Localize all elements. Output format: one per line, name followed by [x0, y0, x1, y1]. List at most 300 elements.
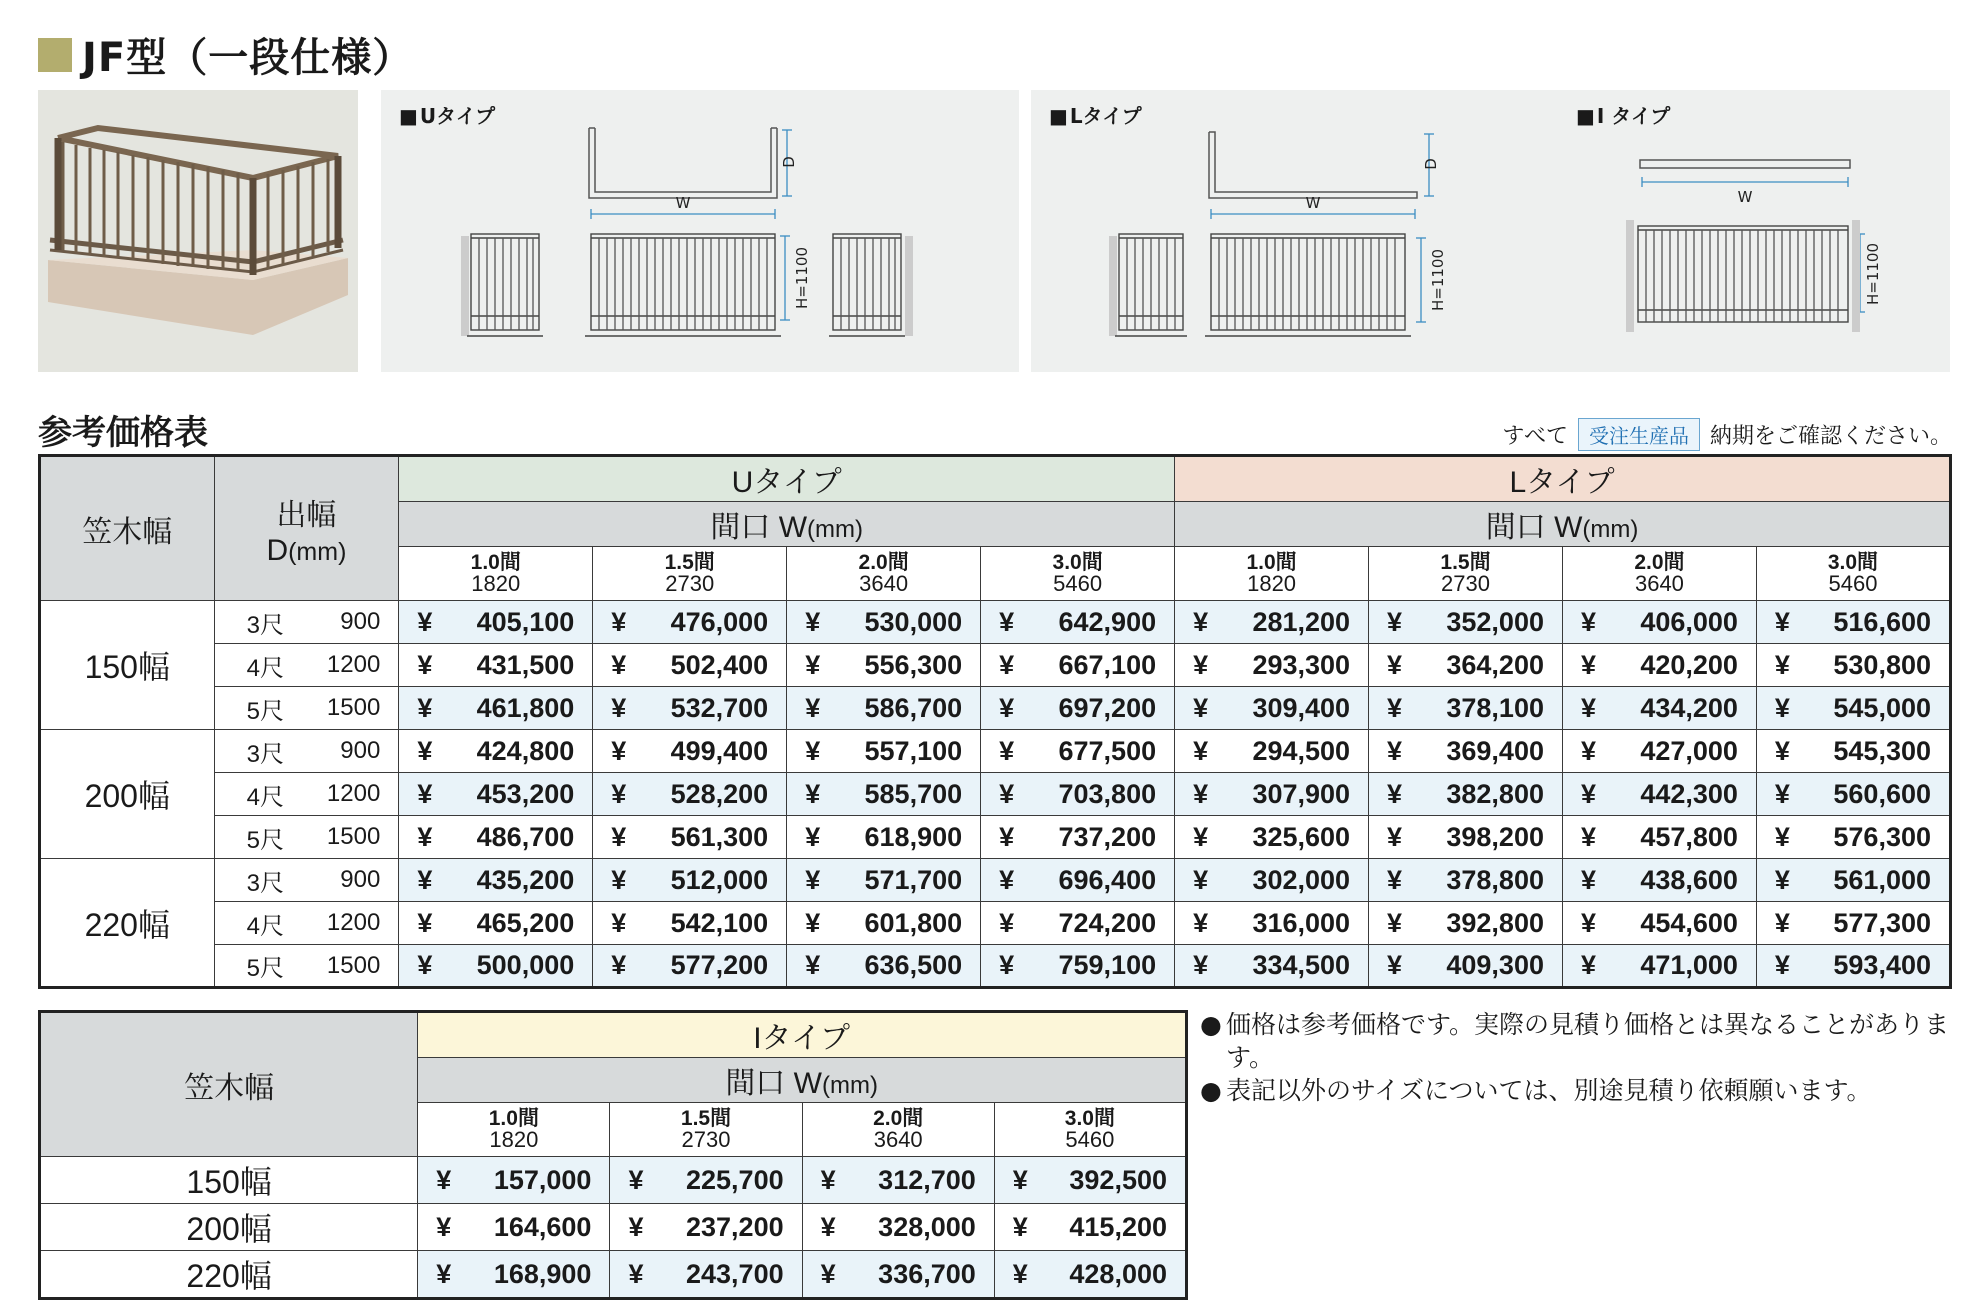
price-amount: 157,000: [493, 1164, 592, 1195]
i-type-header: Iタイプ: [418, 1012, 1187, 1058]
price-cell: [981, 644, 1175, 687]
yen-symbol: ¥: [1387, 735, 1403, 766]
price-amount: 428,000: [1069, 1258, 1167, 1289]
yen-symbol: ¥: [436, 1164, 452, 1195]
yen-symbol: ¥: [820, 1258, 836, 1289]
yen-symbol: ¥: [628, 1211, 644, 1242]
depth-cell: 1500: [316, 687, 399, 730]
price-amount: 561,300: [670, 821, 769, 852]
depth-cell: 1200: [316, 773, 399, 816]
yen-symbol: ¥: [1387, 649, 1403, 680]
yen-symbol: ¥: [417, 907, 433, 938]
price-amount: 164,600: [493, 1211, 592, 1242]
price-cell: [1175, 601, 1369, 644]
price-cell: [399, 816, 593, 859]
price-amount: 697,200: [1058, 692, 1157, 723]
u-type-label: ■ Uタイプ: [399, 100, 495, 129]
price-table-title: 参考価格表: [38, 413, 208, 453]
price-amount: 392,800: [1446, 907, 1544, 938]
yen-symbol: ¥: [611, 606, 627, 637]
price-amount: 405,100: [476, 606, 575, 637]
price-cell: [399, 859, 593, 902]
price-amount: 502,400: [670, 649, 769, 680]
note-prefix: すべて: [1502, 424, 1568, 449]
dehaba-unit: (mm): [288, 537, 347, 566]
price-cell: [593, 601, 787, 644]
price-cell: [1562, 816, 1756, 859]
price-cell: [399, 902, 593, 945]
table-row: [40, 644, 1951, 687]
yen-symbol: ¥: [611, 864, 627, 895]
yen-symbol: ¥: [1774, 649, 1790, 680]
yen-symbol: ¥: [611, 778, 627, 809]
price-cell: [1756, 902, 1950, 945]
shaku-cell: 5尺: [214, 816, 316, 859]
made-to-order-note: [1502, 418, 1952, 451]
price-amount: 571,700: [864, 864, 963, 895]
shaku-cell: 3尺: [214, 859, 316, 902]
kasagi-cell: 200幅: [40, 1204, 418, 1251]
table-row: [40, 859, 1951, 902]
price-amount: 759,100: [1058, 950, 1157, 980]
width-header-cell: [787, 547, 981, 601]
price-cell: [1756, 644, 1950, 687]
price-amount: 724,200: [1058, 907, 1157, 938]
shaku-cell: 5尺: [214, 945, 316, 988]
price-amount: 532,700: [670, 692, 769, 723]
yen-symbol: ¥: [417, 950, 433, 980]
price-cell: [1175, 859, 1369, 902]
page-title: JF型（一段仕様）: [82, 35, 414, 81]
l-type-diagram: [1031, 90, 1568, 372]
price-cell: [418, 1204, 610, 1251]
yen-symbol: ¥: [1193, 606, 1209, 637]
price-cell: [593, 816, 787, 859]
price-cell: [1369, 859, 1563, 902]
yen-symbol: ¥: [1774, 735, 1790, 766]
yen-symbol: ¥: [417, 692, 433, 723]
title-marker: [38, 38, 72, 72]
yen-symbol: ¥: [1193, 864, 1209, 895]
price-amount: 316,000: [1252, 907, 1351, 938]
price-amount: 593,400: [1833, 950, 1931, 980]
width-ken: 3.0間: [1064, 1107, 1115, 1130]
price-amount: 237,200: [686, 1211, 784, 1242]
price-cell: [787, 816, 981, 859]
table-row: [40, 773, 1951, 816]
price-amount: 294,500: [1252, 735, 1351, 766]
price-cell: [1175, 945, 1369, 988]
page-heading: [38, 26, 413, 83]
width-ken: 1.0間: [488, 1107, 539, 1130]
yen-symbol: ¥: [1580, 950, 1597, 980]
width-header-cell: [610, 1103, 802, 1157]
shaku-cell: 5尺: [214, 687, 316, 730]
price-amount: 364,200: [1446, 649, 1544, 680]
i-maguchi-unit: (mm): [821, 1072, 878, 1099]
price-amount: 618,900: [864, 821, 963, 852]
yen-symbol: ¥: [417, 821, 433, 852]
price-amount: 500,000: [476, 950, 575, 980]
yen-symbol: ¥: [1580, 821, 1597, 852]
width-header-cell: [399, 547, 593, 601]
price-amount: 431,500: [476, 649, 575, 680]
l-type-header: Lタイプ: [1175, 456, 1951, 502]
table-row: [40, 945, 1951, 988]
price-amount: 636,500: [864, 950, 963, 980]
kasagi-header: 笠木幅: [40, 456, 215, 601]
price-amount: 545,300: [1833, 735, 1931, 766]
price-cell: [1756, 859, 1950, 902]
price-cell: [593, 730, 787, 773]
price-cell: [787, 730, 981, 773]
price-cell: [1562, 601, 1756, 644]
width-header-cell: [1175, 547, 1369, 601]
depth-cell: 900: [316, 601, 399, 644]
l-width-label: W: [1305, 194, 1321, 212]
price-amount: 325,600: [1252, 821, 1351, 852]
yen-symbol: ¥: [1774, 864, 1790, 895]
price-cell: [802, 1157, 994, 1204]
yen-symbol: ¥: [999, 907, 1015, 938]
table-row: [40, 1251, 1187, 1299]
price-cell: [593, 644, 787, 687]
yen-symbol: ¥: [1580, 907, 1597, 938]
width-mm: 3640: [873, 1127, 923, 1152]
width-ken: 2.0間: [858, 551, 909, 574]
yen-symbol: ¥: [1580, 778, 1597, 809]
price-amount: 557,100: [864, 735, 963, 766]
yen-symbol: ¥: [805, 649, 821, 680]
price-amount: 293,300: [1252, 649, 1351, 680]
yen-symbol: ¥: [611, 950, 627, 980]
yen-symbol: ¥: [1387, 864, 1403, 895]
price-cell: [1369, 902, 1563, 945]
u-type-header: Uタイプ: [399, 456, 1175, 502]
price-cell: [981, 773, 1175, 816]
price-cell: [787, 687, 981, 730]
price-amount: 435,200: [476, 864, 575, 895]
shaku-cell: 3尺: [214, 730, 316, 773]
yen-symbol: ¥: [999, 606, 1015, 637]
price-amount: 281,200: [1252, 606, 1351, 637]
width-mm: 1820: [1247, 571, 1297, 596]
price-cell: [1756, 730, 1950, 773]
yen-symbol: ¥: [1774, 907, 1790, 938]
price-amount: 577,300: [1833, 907, 1931, 938]
width-header-cell: [418, 1103, 610, 1157]
price-amount: 369,400: [1446, 735, 1544, 766]
price-amount: 586,700: [864, 692, 963, 723]
yen-symbol: ¥: [999, 950, 1015, 980]
price-cell: [981, 816, 1175, 859]
table-row: [40, 687, 1951, 730]
price-cell: [593, 687, 787, 730]
price-amount: 545,000: [1833, 692, 1931, 723]
yen-symbol: ¥: [1580, 692, 1597, 723]
yen-symbol: ¥: [820, 1164, 836, 1195]
made-to-order-badge: 受注生産品: [1578, 418, 1700, 451]
i-width-label: W: [1737, 188, 1753, 206]
yen-symbol: ¥: [611, 821, 627, 852]
price-cell: [787, 945, 981, 988]
price-cell: [1369, 644, 1563, 687]
yen-symbol: ¥: [628, 1258, 644, 1289]
i-maguchi-header: [418, 1058, 1187, 1103]
price-amount: 667,100: [1058, 649, 1157, 680]
yen-symbol: ¥: [1774, 950, 1790, 980]
yen-symbol: ¥: [1193, 692, 1209, 723]
price-amount: 737,200: [1058, 821, 1157, 852]
price-cell: [399, 773, 593, 816]
price-amount: 530,000: [864, 606, 963, 637]
yen-symbol: ¥: [1580, 864, 1597, 895]
width-ken: 3.0間: [1052, 551, 1103, 574]
price-amount: 703,800: [1058, 778, 1157, 809]
yen-symbol: ¥: [820, 1211, 836, 1242]
price-cell: [981, 859, 1175, 902]
u-depth-label: D: [780, 156, 798, 168]
width-mm: 2730: [681, 1127, 731, 1152]
price-cell: [802, 1204, 994, 1251]
price-cell: [610, 1157, 802, 1204]
width-ken: 1.5間: [664, 551, 715, 574]
width-ken: 2.0間: [873, 1107, 924, 1130]
yen-symbol: ¥: [999, 735, 1015, 766]
price-cell: [399, 601, 593, 644]
price-amount: 528,200: [670, 778, 769, 809]
width-mm: 2730: [1441, 571, 1490, 596]
i-type-label: ■ I タイプ: [1576, 100, 1670, 129]
price-amount: 225,700: [686, 1164, 784, 1195]
price-amount: 302,000: [1252, 864, 1351, 895]
price-amount: 530,800: [1833, 649, 1931, 680]
price-cell: [1175, 773, 1369, 816]
price-amount: 392,500: [1069, 1164, 1167, 1195]
price-amount: 382,800: [1446, 778, 1544, 809]
price-cell: [1756, 945, 1950, 988]
i-maguchi-label: 間口 W: [725, 1067, 822, 1100]
shaku-cell: 3尺: [214, 601, 316, 644]
depth-cell: 1200: [316, 902, 399, 945]
ul-price-table: [38, 454, 1952, 989]
yen-symbol: ¥: [805, 864, 821, 895]
yen-symbol: ¥: [417, 864, 433, 895]
width-ken: 1.0間: [470, 551, 521, 574]
yen-symbol: ¥: [1193, 907, 1209, 938]
width-mm: 5460: [1828, 571, 1878, 596]
yen-symbol: ¥: [1193, 821, 1209, 852]
price-amount: 328,000: [878, 1211, 976, 1242]
notes: [1200, 1008, 1960, 1107]
price-cell: [1175, 730, 1369, 773]
price-amount: 336,700: [878, 1258, 976, 1289]
table-row: [40, 1157, 1187, 1204]
yen-symbol: ¥: [417, 735, 433, 766]
price-amount: 352,000: [1446, 606, 1544, 637]
price-cell: [1369, 687, 1563, 730]
price-amount: 516,600: [1833, 606, 1931, 637]
price-amount: 561,000: [1833, 864, 1931, 895]
shaku-cell: 4尺: [214, 773, 316, 816]
width-mm: 3640: [859, 571, 909, 596]
yen-symbol: ¥: [1193, 649, 1209, 680]
width-mm: 1820: [471, 571, 521, 596]
price-amount: 243,700: [686, 1258, 784, 1289]
dehaba-label: 出幅: [276, 498, 337, 532]
u-type-diagram: [381, 90, 1019, 372]
price-cell: [787, 601, 981, 644]
i-kasagi-header: 笠木幅: [40, 1012, 418, 1157]
price-amount: 461,800: [476, 692, 575, 723]
kasagi-cell: 220幅: [40, 1251, 418, 1299]
yen-symbol: ¥: [805, 606, 821, 637]
price-cell: [1756, 687, 1950, 730]
price-cell: [1562, 902, 1756, 945]
price-cell: [1175, 687, 1369, 730]
price-cell: [802, 1251, 994, 1299]
kasagi-group-cell: 200幅: [40, 730, 215, 859]
width-mm: 3640: [1634, 571, 1684, 596]
yen-symbol: ¥: [611, 907, 627, 938]
price-amount: 168,900: [493, 1258, 592, 1289]
width-header-cell: [593, 547, 787, 601]
price-cell: [1369, 945, 1563, 988]
yen-symbol: ¥: [611, 735, 627, 766]
kasagi-cell: 150幅: [40, 1157, 418, 1204]
price-amount: 542,100: [670, 907, 769, 938]
price-amount: 378,100: [1446, 692, 1544, 723]
price-cell: [981, 730, 1175, 773]
price-amount: 601,800: [864, 907, 963, 938]
yen-symbol: ¥: [1387, 821, 1403, 852]
yen-symbol: ¥: [1387, 907, 1403, 938]
price-cell: [1756, 816, 1950, 859]
price-amount: 406,000: [1640, 606, 1738, 637]
yen-symbol: ¥: [805, 778, 821, 809]
yen-symbol: ¥: [999, 649, 1015, 680]
price-amount: 438,600: [1640, 864, 1738, 895]
shaku-cell: 4尺: [214, 902, 316, 945]
l-type-drawing: [1031, 90, 1568, 372]
kasagi-group-cell: 150幅: [40, 601, 215, 730]
price-cell: [399, 730, 593, 773]
price-amount: 307,900: [1252, 778, 1351, 809]
price-amount: 427,000: [1640, 735, 1738, 766]
price-amount: 577,200: [670, 950, 769, 980]
price-cell: [610, 1204, 802, 1251]
price-cell: [1369, 816, 1563, 859]
price-cell: [994, 1157, 1186, 1204]
kasagi-group-cell: 220幅: [40, 859, 215, 988]
yen-symbol: ¥: [999, 778, 1015, 809]
dehaba-d: D: [266, 533, 289, 567]
depth-cell: 1500: [316, 816, 399, 859]
price-amount: 309,400: [1252, 692, 1351, 723]
yen-symbol: ¥: [1387, 778, 1403, 809]
u-height-label: H=1100: [793, 246, 811, 310]
price-cell: [1175, 816, 1369, 859]
u-width-label: W: [675, 194, 691, 212]
price-cell: [399, 687, 593, 730]
price-amount: 457,800: [1640, 821, 1738, 852]
price-cell: [1562, 730, 1756, 773]
table-row: [40, 902, 1951, 945]
price-amount: 556,300: [864, 649, 963, 680]
price-amount: 378,800: [1446, 864, 1544, 895]
note-item: ● 価格は参考価格です。実際の見積り価格とは異なることがあります。: [1200, 1008, 1960, 1074]
yen-symbol: ¥: [999, 821, 1015, 852]
width-header-cell: [994, 1103, 1186, 1157]
yen-symbol: ¥: [1580, 606, 1597, 637]
yen-symbol: ¥: [628, 1164, 644, 1195]
price-cell: [593, 945, 787, 988]
depth-cell: 1200: [316, 644, 399, 687]
yen-symbol: ¥: [1012, 1211, 1028, 1242]
price-amount: 696,400: [1058, 864, 1157, 895]
u-maguchi-header: [399, 502, 1175, 547]
price-cell: [1369, 730, 1563, 773]
width-ken: 1.0間: [1246, 551, 1297, 574]
l-maguchi-unit: (mm): [1582, 516, 1639, 543]
price-cell: [399, 945, 593, 988]
width-ken: 3.0間: [1827, 551, 1879, 574]
price-cell: [981, 687, 1175, 730]
yen-symbol: ¥: [611, 649, 627, 680]
price-amount: 415,200: [1069, 1211, 1167, 1242]
price-cell: [1562, 859, 1756, 902]
price-cell: [1562, 687, 1756, 730]
i-type-drawing: [1558, 90, 1950, 372]
price-cell: [1562, 644, 1756, 687]
yen-symbol: ¥: [1387, 950, 1403, 980]
price-cell: [418, 1251, 610, 1299]
price-cell: [1369, 773, 1563, 816]
width-ken: 2.0間: [1634, 551, 1685, 574]
width-ken: 1.5間: [680, 1107, 732, 1130]
price-cell: [994, 1204, 1186, 1251]
width-ken: 1.5間: [1440, 551, 1491, 574]
yen-symbol: ¥: [1387, 692, 1403, 723]
yen-symbol: ¥: [1387, 606, 1403, 637]
l-type-label: ■ Lタイプ: [1049, 100, 1142, 129]
l-height-label: H=1100: [1429, 248, 1447, 312]
yen-symbol: ¥: [417, 606, 433, 637]
price-amount: 453,200: [476, 778, 575, 809]
width-mm: 1820: [489, 1127, 539, 1152]
price-amount: 312,700: [878, 1164, 976, 1195]
price-cell: [610, 1251, 802, 1299]
yen-symbol: ¥: [1774, 606, 1790, 637]
price-amount: 334,500: [1252, 950, 1351, 980]
price-cell: [418, 1157, 610, 1204]
price-amount: 434,200: [1640, 692, 1738, 723]
yen-symbol: ¥: [805, 821, 821, 852]
i-type-diagram: [1558, 90, 1950, 372]
price-cell: [787, 902, 981, 945]
width-header-cell: [1369, 547, 1563, 601]
yen-symbol: ¥: [805, 692, 821, 723]
yen-symbol: ¥: [805, 907, 821, 938]
price-amount: 560,600: [1833, 778, 1931, 809]
u-maguchi-unit: (mm): [807, 516, 864, 543]
yen-symbol: ¥: [805, 735, 821, 766]
yen-symbol: ¥: [1774, 821, 1790, 852]
price-cell: [593, 773, 787, 816]
price-cell: [787, 859, 981, 902]
yen-symbol: ¥: [1774, 692, 1790, 723]
balcony-photo-illustration: [38, 90, 358, 372]
